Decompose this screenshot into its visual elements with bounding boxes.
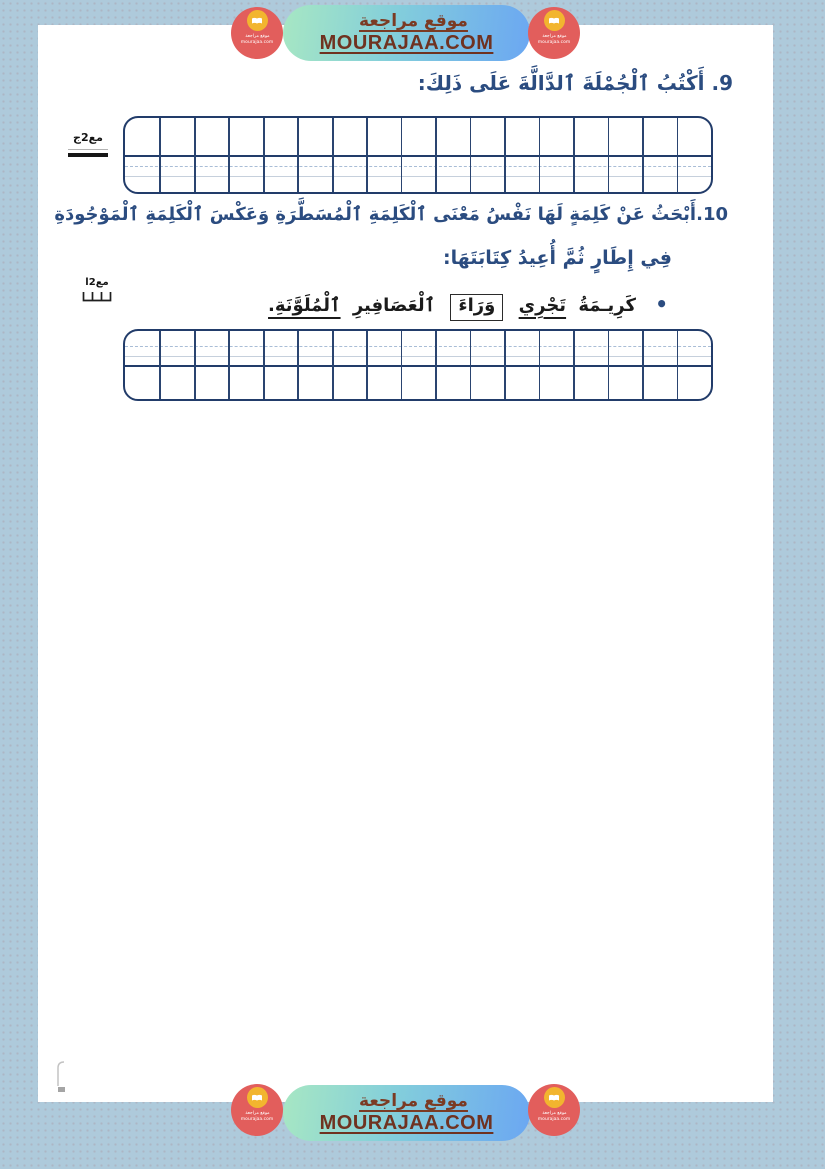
grid-column-line [401,331,403,399]
grid-column-line [366,118,368,192]
logo-text-domain: mourajaa.com [240,39,274,45]
grid-column-line [470,118,472,192]
margin-mark-1-text: مع2ج [73,131,103,144]
writing-grid-answer-9[interactable] [123,116,713,194]
grid-column-line [677,118,679,192]
mourajaa-logo [528,7,580,59]
grid-column-line [435,118,437,192]
book-icon [247,1087,268,1108]
grid-column-line [194,118,196,192]
bullet-icon: • [655,292,668,316]
mourajaa-logo [528,1084,580,1136]
book-icon [544,1087,565,1108]
grid-column-line [297,118,299,192]
grid-column-line [228,118,230,192]
exercise-sentence [265,284,668,326]
page-corner-mark [54,1060,70,1094]
margin-mark-2 [82,277,112,302]
grid-column-line [194,331,196,399]
grid-column-line [263,331,265,399]
grid-column-line [608,118,610,192]
site-domain-link[interactable]: MOURAJAA.COM [319,32,494,54]
writing-grid-answer-10[interactable] [123,329,713,401]
site-domain-link[interactable]: MOURAJAA.COM [319,1112,494,1134]
logo-text-ar: موقع مراجعة [541,33,567,39]
grid-column-line [504,118,506,192]
grid-column-line [608,331,610,399]
grid-column-line [228,331,230,399]
sentence-word-subject: كَرِيـمَةُ [578,295,636,316]
grid-column-line [573,331,575,399]
question-10-line1: 10.أَبْحَثُ عَنْ كَلِمَةٍ لَهَا نَفْسُ مَعْنَى ٱلْكَلِمَةِ ٱلْمُسَطَّرَةِ وَعَكْسَ ٱلْكَلِمَةِ ٱلْمَوْجُودَةِ [54,204,728,225]
grid-guideline [125,176,711,177]
margin-mark-2-text: مع2ا [85,277,109,288]
grid-baseline [125,155,711,157]
grid-column-line [401,118,403,192]
grid-guideline [125,346,711,347]
logo-text-domain: mourajaa.com [537,1116,571,1122]
grid-column-line [159,118,161,192]
grid-column-line [504,331,506,399]
sentence-word-object: ٱلْعَصَافِيرِ [352,295,436,316]
margin-mark-thin-line [68,149,108,150]
mourajaa-logo [231,1084,283,1136]
site-name-arabic-link[interactable]: موقع مراجعة [359,11,468,31]
margin-mark-1 [68,131,108,157]
grid-column-line [297,331,299,399]
grid-column-line [470,331,472,399]
grid-column-line [642,331,644,399]
logo-text-ar: موقع مراجعة [541,1110,567,1116]
site-banner-footer [283,1085,530,1141]
grid-column-line [539,118,541,192]
grid-column-line [366,331,368,399]
grid-column-line [263,118,265,192]
book-icon [247,10,268,31]
site-name-arabic-link[interactable]: موقع مراجعة [359,1091,468,1111]
grid-column-line [642,118,644,192]
question-10-line2: فِي إِطَارٍ ثُمَّ أُعِيدُ كِتَابَتَهَا: [443,247,672,269]
book-icon [544,10,565,31]
grid-column-line [539,331,541,399]
site-banner-header [283,5,530,61]
logo-text-ar: موقع مراجعة [244,1110,270,1116]
sentence-word-underlined: تَجْرِي [518,295,567,316]
grid-column-line [159,331,161,399]
grid-guideline [125,356,711,357]
mourajaa-logo [231,7,283,59]
margin-mark-thick-line [68,153,108,157]
grid-column-line [573,118,575,192]
comb-mark-icon [82,291,112,302]
question-9-text: 9. أَكْتُبُ ٱلْجُمْلَةَ ٱلدَّالَّةَ عَلَى ذَلِكَ: [417,71,733,95]
grid-column-line [332,331,334,399]
grid-column-line [332,118,334,192]
sentence-word-framed: وَرَاءَ [450,294,503,321]
grid-guideline [125,166,711,167]
sentence-word-underlined-2: ٱلْمُلَوَّنَةِ. [268,295,341,316]
grid-baseline [125,365,711,367]
grid-column-line [677,331,679,399]
logo-text-domain: mourajaa.com [537,39,571,45]
logo-text-domain: mourajaa.com [240,1116,274,1122]
logo-text-ar: موقع مراجعة [244,33,270,39]
grid-column-line [435,331,437,399]
